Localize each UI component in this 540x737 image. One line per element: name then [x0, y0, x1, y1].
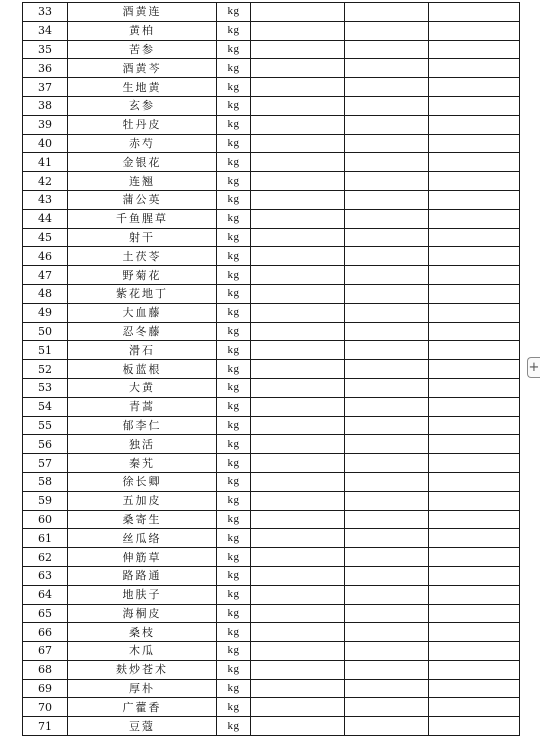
empty-cell[interactable] — [251, 360, 345, 379]
empty-cell[interactable] — [251, 303, 345, 322]
empty-cell[interactable] — [251, 529, 345, 548]
unit-cell[interactable]: kg — [217, 78, 251, 97]
herb-name-cell[interactable]: 土茯苓 — [68, 247, 217, 266]
herb-name-cell[interactable]: 大血藤 — [68, 303, 217, 322]
table-row — [23, 717, 520, 736]
unit-cell[interactable]: kg — [217, 341, 251, 360]
table-row — [23, 322, 520, 341]
empty-cell[interactable] — [345, 416, 429, 435]
empty-cell[interactable] — [345, 21, 429, 40]
herb-name-cell[interactable]: 赤芍 — [68, 134, 217, 153]
empty-cell[interactable] — [429, 416, 520, 435]
empty-cell[interactable] — [429, 266, 520, 285]
herb-list-table — [22, 2, 520, 736]
herb-name-cell[interactable]: 忍冬藤 — [68, 322, 217, 341]
row-number-cell[interactable]: 60 — [23, 510, 68, 529]
table-row — [23, 472, 520, 491]
empty-cell[interactable] — [345, 284, 429, 303]
empty-cell[interactable] — [429, 228, 520, 247]
empty-cell[interactable] — [429, 491, 520, 510]
empty-cell[interactable] — [345, 660, 429, 679]
row-number-cell[interactable]: 40 — [23, 134, 68, 153]
empty-cell[interactable] — [345, 266, 429, 285]
herb-name-cell[interactable]: 秦艽 — [68, 454, 217, 473]
empty-cell[interactable] — [345, 585, 429, 604]
empty-cell[interactable] — [429, 190, 520, 209]
row-number-cell[interactable]: 58 — [23, 472, 68, 491]
herb-name-cell[interactable]: 郁李仁 — [68, 416, 217, 435]
table-row — [23, 341, 520, 360]
row-number-cell[interactable]: 54 — [23, 397, 68, 416]
add-column-button[interactable]: + — [527, 357, 540, 378]
unit-cell[interactable]: kg — [217, 660, 251, 679]
unit-cell[interactable]: kg — [217, 96, 251, 115]
unit-cell[interactable]: kg — [217, 360, 251, 379]
empty-cell[interactable] — [429, 378, 520, 397]
empty-cell[interactable] — [429, 360, 520, 379]
empty-cell[interactable] — [251, 153, 345, 172]
empty-cell[interactable] — [345, 115, 429, 134]
empty-cell[interactable] — [251, 78, 345, 97]
row-number-cell[interactable]: 71 — [23, 717, 68, 736]
empty-cell[interactable] — [251, 642, 345, 661]
unit-cell[interactable]: kg — [217, 472, 251, 491]
herb-name-cell[interactable]: 木瓜 — [68, 642, 217, 661]
table-row — [23, 78, 520, 97]
row-number-cell[interactable]: 55 — [23, 416, 68, 435]
empty-cell[interactable] — [345, 491, 429, 510]
row-number-cell[interactable]: 52 — [23, 360, 68, 379]
unit-cell[interactable]: kg — [217, 378, 251, 397]
row-number-cell[interactable]: 43 — [23, 190, 68, 209]
unit-cell[interactable]: kg — [217, 303, 251, 322]
herb-name-cell[interactable]: 酒黄芩 — [68, 59, 217, 78]
empty-cell[interactable] — [429, 585, 520, 604]
table-row — [23, 698, 520, 717]
empty-cell[interactable] — [429, 510, 520, 529]
empty-cell[interactable] — [345, 623, 429, 642]
empty-cell[interactable] — [251, 416, 345, 435]
herb-name-cell[interactable]: 生地黄 — [68, 78, 217, 97]
empty-cell[interactable] — [429, 472, 520, 491]
empty-cell[interactable] — [251, 454, 345, 473]
empty-cell[interactable] — [345, 190, 429, 209]
unit-cell[interactable]: kg — [217, 491, 251, 510]
empty-cell[interactable] — [345, 247, 429, 266]
table-row — [23, 172, 520, 191]
empty-cell[interactable] — [251, 115, 345, 134]
empty-cell[interactable] — [429, 78, 520, 97]
empty-cell[interactable] — [251, 284, 345, 303]
empty-cell[interactable] — [429, 40, 520, 59]
empty-cell[interactable] — [429, 59, 520, 78]
empty-cell[interactable] — [429, 96, 520, 115]
empty-cell[interactable] — [345, 698, 429, 717]
unit-cell[interactable]: kg — [217, 548, 251, 567]
table-row — [23, 378, 520, 397]
unit-cell[interactable]: kg — [217, 604, 251, 623]
table-row — [23, 134, 520, 153]
empty-cell[interactable] — [345, 435, 429, 454]
empty-cell[interactable] — [251, 322, 345, 341]
empty-cell[interactable] — [345, 3, 429, 22]
empty-cell[interactable] — [251, 566, 345, 585]
empty-cell[interactable] — [345, 303, 429, 322]
herb-name-cell[interactable]: 连翘 — [68, 172, 217, 191]
row-number-cell[interactable]: 66 — [23, 623, 68, 642]
herb-name-cell[interactable]: 射干 — [68, 228, 217, 247]
table-row — [23, 96, 520, 115]
table-row — [23, 454, 520, 473]
unit-cell[interactable]: kg — [217, 435, 251, 454]
empty-cell[interactable] — [251, 190, 345, 209]
empty-cell[interactable] — [429, 717, 520, 736]
empty-cell[interactable] — [251, 209, 345, 228]
empty-cell[interactable] — [251, 548, 345, 567]
empty-cell[interactable] — [251, 397, 345, 416]
empty-cell[interactable] — [429, 134, 520, 153]
table-row — [23, 228, 520, 247]
empty-cell[interactable] — [345, 228, 429, 247]
unit-cell[interactable]: kg — [217, 172, 251, 191]
table-row — [23, 209, 520, 228]
empty-cell[interactable] — [429, 209, 520, 228]
table-row — [23, 360, 520, 379]
herb-name-cell[interactable]: 滑石 — [68, 341, 217, 360]
row-number-cell[interactable]: 69 — [23, 679, 68, 698]
unit-cell[interactable]: kg — [217, 153, 251, 172]
empty-cell[interactable] — [345, 209, 429, 228]
row-number-cell[interactable]: 42 — [23, 172, 68, 191]
row-number-cell[interactable]: 37 — [23, 78, 68, 97]
herb-name-cell[interactable]: 青蒿 — [68, 397, 217, 416]
unit-cell[interactable]: kg — [217, 566, 251, 585]
herb-name-cell[interactable]: 黄柏 — [68, 21, 217, 40]
empty-cell[interactable] — [429, 322, 520, 341]
table-row — [23, 416, 520, 435]
unit-cell[interactable]: kg — [217, 190, 251, 209]
table-row — [23, 604, 520, 623]
empty-cell[interactable] — [429, 303, 520, 322]
empty-cell[interactable] — [429, 172, 520, 191]
herb-name-cell[interactable]: 大黄 — [68, 378, 217, 397]
unit-cell[interactable]: kg — [217, 284, 251, 303]
empty-cell[interactable] — [251, 585, 345, 604]
table-row — [23, 247, 520, 266]
row-number-cell[interactable]: 39 — [23, 115, 68, 134]
unit-cell[interactable]: kg — [217, 59, 251, 78]
empty-cell[interactable] — [429, 284, 520, 303]
herb-name-cell[interactable]: 广藿香 — [68, 698, 217, 717]
row-number-cell[interactable]: 34 — [23, 21, 68, 40]
herb-name-cell[interactable]: 麸炒苍术 — [68, 660, 217, 679]
table-row — [23, 642, 520, 661]
row-number-cell[interactable]: 49 — [23, 303, 68, 322]
empty-cell[interactable] — [429, 529, 520, 548]
empty-cell[interactable] — [251, 134, 345, 153]
empty-cell[interactable] — [429, 566, 520, 585]
table-row — [23, 303, 520, 322]
empty-cell[interactable] — [251, 623, 345, 642]
table-row — [23, 59, 520, 78]
table-row — [23, 153, 520, 172]
empty-cell[interactable] — [251, 341, 345, 360]
empty-cell[interactable] — [251, 247, 345, 266]
table-row — [23, 491, 520, 510]
table-row — [23, 548, 520, 567]
herb-name-cell[interactable]: 桑寄生 — [68, 510, 217, 529]
empty-cell[interactable] — [429, 247, 520, 266]
empty-cell[interactable] — [345, 454, 429, 473]
unit-cell[interactable]: kg — [217, 585, 251, 604]
empty-cell[interactable] — [429, 642, 520, 661]
empty-cell[interactable] — [429, 698, 520, 717]
table-row — [23, 266, 520, 285]
herb-name-cell[interactable]: 独活 — [68, 435, 217, 454]
unit-cell[interactable]: kg — [217, 416, 251, 435]
table-row — [23, 115, 520, 134]
empty-cell[interactable] — [345, 153, 429, 172]
empty-cell[interactable] — [251, 679, 345, 698]
empty-cell[interactable] — [345, 360, 429, 379]
unit-cell[interactable]: kg — [217, 3, 251, 22]
empty-cell[interactable] — [429, 548, 520, 567]
herb-name-cell[interactable]: 路路通 — [68, 566, 217, 585]
empty-cell[interactable] — [251, 660, 345, 679]
empty-cell[interactable] — [345, 642, 429, 661]
empty-cell[interactable] — [251, 96, 345, 115]
herb-name-cell[interactable]: 海桐皮 — [68, 604, 217, 623]
herb-name-cell[interactable]: 牡丹皮 — [68, 115, 217, 134]
empty-cell[interactable] — [345, 78, 429, 97]
row-number-cell[interactable]: 45 — [23, 228, 68, 247]
empty-cell[interactable] — [251, 378, 345, 397]
empty-cell[interactable] — [345, 566, 429, 585]
unit-cell[interactable]: kg — [217, 454, 251, 473]
table-row — [23, 397, 520, 416]
row-number-cell[interactable]: 50 — [23, 322, 68, 341]
unit-cell[interactable]: kg — [217, 228, 251, 247]
empty-cell[interactable] — [345, 322, 429, 341]
row-number-cell[interactable]: 51 — [23, 341, 68, 360]
empty-cell[interactable] — [345, 604, 429, 623]
empty-cell[interactable] — [251, 491, 345, 510]
herb-name-cell[interactable]: 板蓝根 — [68, 360, 217, 379]
row-number-cell[interactable]: 61 — [23, 529, 68, 548]
row-number-cell[interactable]: 53 — [23, 378, 68, 397]
empty-cell[interactable] — [429, 153, 520, 172]
unit-cell[interactable]: kg — [217, 247, 251, 266]
empty-cell[interactable] — [251, 172, 345, 191]
row-number-cell[interactable]: 59 — [23, 491, 68, 510]
empty-cell[interactable] — [345, 40, 429, 59]
empty-cell[interactable] — [345, 548, 429, 567]
empty-cell[interactable] — [251, 40, 345, 59]
herb-name-cell[interactable]: 豆蔻 — [68, 717, 217, 736]
empty-cell[interactable] — [251, 604, 345, 623]
herb-name-cell[interactable]: 苦参 — [68, 40, 217, 59]
empty-cell[interactable] — [251, 717, 345, 736]
empty-cell[interactable] — [429, 397, 520, 416]
herb-name-cell[interactable]: 徐长卿 — [68, 472, 217, 491]
empty-cell[interactable] — [251, 266, 345, 285]
table-row — [23, 585, 520, 604]
row-number-cell[interactable]: 68 — [23, 660, 68, 679]
unit-cell[interactable]: kg — [217, 322, 251, 341]
herb-name-cell[interactable]: 五加皮 — [68, 491, 217, 510]
empty-cell[interactable] — [345, 172, 429, 191]
row-number-cell[interactable]: 48 — [23, 284, 68, 303]
unit-cell[interactable]: kg — [217, 529, 251, 548]
herb-name-cell[interactable]: 野菊花 — [68, 266, 217, 285]
empty-cell[interactable] — [251, 228, 345, 247]
row-number-cell[interactable]: 62 — [23, 548, 68, 567]
unit-cell[interactable]: kg — [217, 115, 251, 134]
table-row — [23, 21, 520, 40]
row-number-cell[interactable]: 56 — [23, 435, 68, 454]
table-row — [23, 190, 520, 209]
empty-cell[interactable] — [251, 59, 345, 78]
table-row — [23, 623, 520, 642]
row-number-cell[interactable]: 47 — [23, 266, 68, 285]
table-row — [23, 40, 520, 59]
empty-cell[interactable] — [429, 623, 520, 642]
empty-cell[interactable] — [251, 698, 345, 717]
empty-cell[interactable] — [251, 3, 345, 22]
row-number-cell[interactable]: 41 — [23, 153, 68, 172]
unit-cell[interactable]: kg — [217, 510, 251, 529]
table-row — [23, 284, 520, 303]
herb-table-body — [23, 3, 520, 736]
empty-cell[interactable] — [345, 397, 429, 416]
row-number-cell[interactable]: 35 — [23, 40, 68, 59]
empty-cell[interactable] — [345, 96, 429, 115]
table-row — [23, 660, 520, 679]
empty-cell[interactable] — [429, 660, 520, 679]
row-number-cell[interactable]: 46 — [23, 247, 68, 266]
empty-cell[interactable] — [251, 21, 345, 40]
row-number-cell[interactable]: 63 — [23, 566, 68, 585]
empty-cell[interactable] — [429, 604, 520, 623]
empty-cell[interactable] — [345, 472, 429, 491]
unit-cell[interactable]: kg — [217, 209, 251, 228]
empty-cell[interactable] — [429, 679, 520, 698]
herb-name-cell[interactable]: 千鱼腥草 — [68, 209, 217, 228]
herb-name-cell[interactable]: 酒黄连 — [68, 3, 217, 22]
unit-cell[interactable]: kg — [217, 397, 251, 416]
table-row — [23, 510, 520, 529]
empty-cell[interactable] — [251, 510, 345, 529]
row-number-cell[interactable]: 44 — [23, 209, 68, 228]
empty-cell[interactable] — [345, 378, 429, 397]
empty-cell[interactable] — [251, 435, 345, 454]
empty-cell[interactable] — [345, 59, 429, 78]
unit-cell[interactable]: kg — [217, 717, 251, 736]
herb-name-cell[interactable]: 紫花地丁 — [68, 284, 217, 303]
table-row — [23, 566, 520, 585]
empty-cell[interactable] — [429, 435, 520, 454]
empty-cell[interactable] — [429, 115, 520, 134]
herb-name-cell[interactable]: 桑枝 — [68, 623, 217, 642]
unit-cell[interactable]: kg — [217, 134, 251, 153]
unit-cell[interactable]: kg — [217, 698, 251, 717]
herb-name-cell[interactable]: 厚朴 — [68, 679, 217, 698]
table-row — [23, 679, 520, 698]
empty-cell[interactable] — [429, 454, 520, 473]
herb-name-cell[interactable]: 蒲公英 — [68, 190, 217, 209]
row-number-cell[interactable]: 38 — [23, 96, 68, 115]
herb-name-cell[interactable]: 丝瓜络 — [68, 529, 217, 548]
unit-cell[interactable]: kg — [217, 40, 251, 59]
empty-cell[interactable] — [429, 341, 520, 360]
empty-cell[interactable] — [345, 679, 429, 698]
table-row — [23, 529, 520, 548]
empty-cell[interactable] — [345, 341, 429, 360]
unit-cell[interactable]: kg — [217, 623, 251, 642]
table-row — [23, 435, 520, 454]
herb-name-cell[interactable]: 地肤子 — [68, 585, 217, 604]
row-number-cell[interactable]: 70 — [23, 698, 68, 717]
row-number-cell[interactable]: 65 — [23, 604, 68, 623]
empty-cell[interactable] — [345, 510, 429, 529]
herb-name-cell[interactable]: 玄参 — [68, 96, 217, 115]
row-number-cell[interactable]: 36 — [23, 59, 68, 78]
unit-cell[interactable]: kg — [217, 266, 251, 285]
empty-cell[interactable] — [429, 3, 520, 22]
herb-name-cell[interactable]: 伸筋草 — [68, 548, 217, 567]
row-number-cell[interactable]: 33 — [23, 3, 68, 22]
table-row — [23, 3, 520, 22]
empty-cell[interactable] — [429, 21, 520, 40]
row-number-cell[interactable]: 57 — [23, 454, 68, 473]
empty-cell[interactable] — [251, 472, 345, 491]
empty-cell[interactable] — [345, 134, 429, 153]
herb-name-cell[interactable]: 金银花 — [68, 153, 217, 172]
unit-cell[interactable]: kg — [217, 642, 251, 661]
unit-cell[interactable]: kg — [217, 679, 251, 698]
row-number-cell[interactable]: 67 — [23, 642, 68, 661]
row-number-cell[interactable]: 64 — [23, 585, 68, 604]
unit-cell[interactable]: kg — [217, 21, 251, 40]
empty-cell[interactable] — [345, 529, 429, 548]
empty-cell[interactable] — [345, 717, 429, 736]
